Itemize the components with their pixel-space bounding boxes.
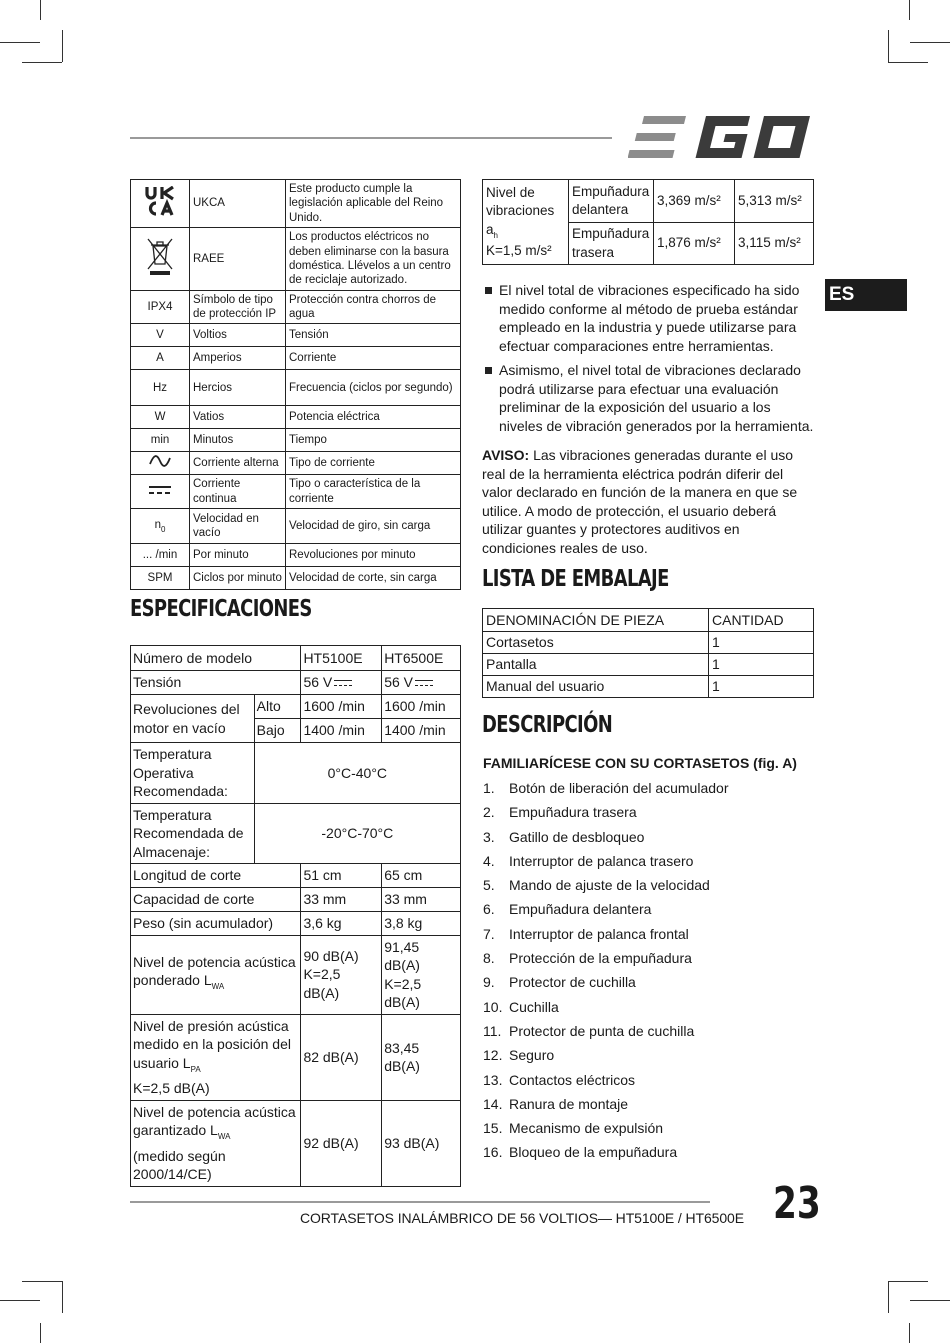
vibration-value: 3,115 m/s² (735, 223, 814, 265)
crop-mark (910, 42, 950, 43)
vibration-value: 3,369 m/s² (654, 180, 735, 223)
symbol-code: Hz (131, 370, 190, 406)
list-item (483, 946, 728, 970)
spec-value: 93 dB(A) (382, 1100, 461, 1186)
list-item (483, 800, 728, 824)
warning-label: AVISO: (482, 447, 530, 463)
spec-label-line: Nivel de presión acústica medido en la posición del usuario L (133, 1017, 291, 1071)
list-item (483, 1043, 728, 1067)
symbol-meaning: Tensión (286, 324, 461, 347)
subscript: PA (190, 1064, 201, 1074)
crossed-bin-icon (147, 238, 173, 276)
list-item (483, 1116, 728, 1140)
vibration-label (483, 180, 569, 265)
spec-label: Temperatura Recomendada de Almacenaje: (131, 803, 255, 864)
crop-mark (40, 1323, 41, 1343)
packing-qty: 1 (709, 632, 814, 654)
symbol-name: Hercios (190, 370, 286, 406)
spec-value: HT5100E (301, 646, 382, 671)
warning-text: Las vibraciones generadas durante el uso real de la herramienta eléctrica podrán diferir del valor declarado en función de la manera en que se utilice. A modo de protección, el usuario deberá utilizar guantes y protectores auditivos en condiciones reales de uso. (482, 447, 798, 556)
spec-label: Número de modelo (131, 646, 301, 671)
list-item (483, 1092, 728, 1116)
ac-mark (131, 452, 190, 475)
crop-mark (910, 1300, 950, 1301)
item-number: 15. (483, 1120, 503, 1137)
crop-mark (909, 1323, 910, 1343)
item-text: Empuñadura delantera (509, 901, 652, 918)
spec-value: 51 cm (301, 864, 382, 888)
spec-label-line: Nivel de potencia acústica (133, 953, 296, 970)
spec-value: 65 cm (382, 864, 461, 888)
spec-label-line: Nivel de potencia acústica garantizado L (133, 1103, 296, 1138)
symbol-code: V (131, 324, 190, 347)
symbol-code: SPM (131, 567, 190, 590)
crop-mark (909, 0, 910, 20)
symbol-code: A (131, 347, 190, 370)
list-item (483, 873, 728, 897)
vibration-value: 5,313 m/s² (735, 180, 814, 223)
symbol-meaning: Revoluciones por minuto (286, 544, 461, 567)
spec-label-line: ponderado L (133, 972, 212, 988)
list-item (483, 1019, 728, 1043)
item-text: Interruptor de palanca frontal (509, 925, 689, 942)
item-number: 16. (483, 1144, 503, 1161)
item-text: Botón de liberación del acumulador (509, 780, 729, 796)
item-number: 12. (483, 1047, 503, 1064)
symbol-meaning: Tiempo (286, 429, 461, 452)
symbol-subscript: 0 (160, 524, 166, 534)
value-line: K=2,5 dB(A) (384, 975, 422, 1010)
page-number: 23 (773, 1178, 821, 1229)
vibration-label-line: Nivel de (486, 185, 535, 201)
list-item (483, 922, 728, 946)
spec-value: 3,8 kg (382, 911, 461, 935)
symbol-code: min (131, 429, 190, 452)
subscript: WA (217, 1132, 231, 1141)
symbol-letter: n (154, 518, 161, 531)
symbol-code: ... /min (131, 544, 190, 567)
symbol-name: Vatios (190, 406, 286, 429)
list-item (483, 1140, 728, 1164)
spec-value: 1600 /min (301, 695, 382, 719)
crop-mark (40, 0, 41, 20)
symbol-name: Corriente alterna (190, 452, 286, 475)
handle-name: Empuñadura delantera (569, 180, 654, 223)
item-text: Bloqueo de la empuñadura (509, 1144, 678, 1161)
item-text: Ranura de montaje (509, 1095, 629, 1112)
symbol-name: Ciclos por minuto (190, 567, 286, 590)
item-number: 11. (483, 1022, 502, 1039)
value-line: K=2,5 dB(A) (303, 966, 341, 1001)
item-number: 4. (483, 852, 495, 869)
symbol-name: RAEE (190, 228, 286, 291)
packing-part: Cortasetos (483, 632, 709, 654)
section-title-specs: ESPECIFICACIONES (130, 596, 312, 622)
symbols-table (130, 179, 461, 590)
symbol-meaning: Frecuencia (ciclos por segundo) (286, 370, 461, 406)
vibration-subscript: h (493, 230, 498, 240)
item-text: Mecanismo de expulsión (509, 1120, 664, 1137)
symbol-name: Por minuto (190, 544, 286, 567)
item-number: 7. (483, 925, 495, 942)
spec-value (382, 935, 461, 1014)
dc-lines-icon (148, 484, 172, 496)
spec-label-line: (medido según 2000/14/CE) (133, 1147, 226, 1182)
voltage-text: 56 V (303, 674, 333, 691)
spec-value: 33 mm (382, 888, 461, 912)
vibration-uncertainty: K=1,5 m/s² (486, 242, 552, 258)
symbol-meaning: Velocidad de giro, sin carga (286, 509, 461, 544)
symbol-name: Corriente continua (190, 475, 286, 509)
symbol-meaning: Protección contra chorros de agua (286, 290, 461, 324)
spec-sublabel: Alto (254, 695, 301, 719)
item-number: 1. (483, 780, 495, 796)
spec-sublabel: Bajo (254, 719, 301, 743)
list-item (483, 776, 728, 800)
symbol-name: Velocidad en vacío (190, 509, 286, 544)
header-rule (130, 137, 612, 139)
value-line: 90 dB(A) (303, 947, 359, 964)
description-subtitle: FAMILIARÍCESE CON SU CORTASETOS (fig. A) (483, 755, 797, 771)
spec-label: Capacidad de corte (131, 888, 301, 912)
spec-value: 1600 /min (382, 695, 461, 719)
packing-qty: 1 (709, 676, 814, 698)
spec-value: 3,6 kg (301, 911, 382, 935)
spec-value: 0°C-40°C (254, 743, 460, 804)
crop-mark (0, 1300, 40, 1301)
symbol-name: UKCA (190, 180, 286, 228)
item-number: 3. (483, 828, 495, 845)
bullet-item: El nivel total de vibraciones especificado ha sido medido conforme al método de prueba estándar empleado en la industria y puede utilizarse para efectuar comparaciones entre herramientas. (483, 281, 818, 355)
ukca-mark (131, 180, 190, 228)
packing-table (482, 608, 814, 698)
packing-header: DENOMINACIÓN DE PIEZA (483, 609, 709, 632)
symbol-code: W (131, 406, 190, 429)
footer-text: CORTASETOS INALÁMBRICO DE 56 VOLTIOS— HT5100E / HT6500E (300, 1210, 744, 1226)
symbol-code: IPX4 (131, 290, 190, 324)
symbol-name: Símbolo de tipo de protección IP (190, 290, 286, 324)
item-number: 2. (483, 804, 495, 821)
crop-mark (22, 62, 62, 63)
warning-note (482, 446, 817, 557)
symbol-name: Minutos (190, 429, 286, 452)
spec-value (301, 671, 382, 695)
item-text: Seguro (509, 1047, 555, 1064)
list-item (483, 1068, 728, 1092)
packing-part: Manual del usuario (483, 676, 709, 698)
list-item (483, 825, 728, 849)
footer-rule (130, 1201, 710, 1203)
packing-qty: 1 (709, 654, 814, 676)
item-text: Empuñadura trasera (509, 804, 637, 821)
list-item (483, 849, 728, 873)
ac-wave-icon (148, 455, 172, 467)
value-line: 91,45 dB(A) (384, 938, 420, 973)
bullet-item: Asimismo, el nivel total de vibraciones declarado podrá utilizarse para efectuar una evaluación preliminar de la exposición del usuario a los niveles de vibración generados por la herramienta. (483, 361, 818, 435)
spec-label: Tensión (131, 671, 301, 695)
spec-value: 83,45 dB(A) (382, 1014, 461, 1100)
item-number: 9. (483, 974, 495, 991)
spec-label (131, 1100, 301, 1186)
spec-value: HT6500E (382, 646, 461, 671)
ukca-icon (144, 186, 176, 216)
list-item (483, 970, 728, 994)
voltage-text: 56 V (384, 674, 413, 691)
packing-header: CANTIDAD (709, 609, 814, 632)
item-number: 6. (483, 901, 495, 918)
symbol-meaning: Potencia eléctrica (286, 406, 461, 429)
symbol-meaning: Velocidad de corte, sin carga (286, 567, 461, 590)
weee-mark (131, 228, 190, 291)
vibration-notes (483, 281, 818, 441)
item-number: 14. (483, 1095, 503, 1112)
list-item (483, 995, 728, 1019)
spec-label (131, 1014, 301, 1100)
spec-value: 82 dB(A) (301, 1014, 382, 1100)
symbol-name: Voltios (190, 324, 286, 347)
symbol-meaning: Corriente (286, 347, 461, 370)
item-text: Gatillo de desbloqueo (509, 828, 645, 845)
handle-name: Empuñadura trasera (569, 223, 654, 265)
crop-mark (62, 30, 63, 62)
item-number: 5. (483, 877, 495, 894)
spec-label: Peso (sin acumulador) (131, 911, 301, 935)
list-item (483, 897, 728, 921)
subscript: WA (211, 982, 225, 991)
symbol-meaning: Este producto cumple la legislación aplicable del Reino Unido. (286, 180, 461, 228)
dc-symbol-icon (415, 680, 433, 688)
symbol-code (131, 509, 190, 544)
language-tab: ES (825, 279, 907, 311)
spec-value: 92 dB(A) (301, 1100, 382, 1186)
spec-value: 1400 /min (301, 719, 382, 743)
item-text: Protector de punta de cuchilla (509, 1022, 695, 1039)
item-text: Cuchilla (509, 998, 559, 1015)
spec-value: 33 mm (301, 888, 382, 912)
section-title-packing: LISTA DE EMBALAJE (482, 566, 669, 592)
crop-mark (888, 1281, 889, 1313)
item-text: Interruptor de palanca trasero (509, 852, 694, 869)
crop-mark (62, 1281, 63, 1313)
spec-label (131, 935, 301, 1014)
spec-label: Temperatura Operativa Recomendada: (131, 743, 255, 804)
spec-label: Longitud de corte (131, 864, 301, 888)
ego-logo (628, 116, 814, 158)
spec-value: 1400 /min (382, 719, 461, 743)
spec-label-line: K=2,5 dB(A) (133, 1080, 210, 1096)
crop-mark (888, 1281, 928, 1282)
item-text: Contactos eléctricos (509, 1071, 636, 1088)
vibration-label-line: vibraciones a (486, 203, 555, 237)
spec-value (301, 935, 382, 1014)
crop-mark (0, 42, 40, 43)
item-number: 10. (483, 998, 503, 1015)
specifications-table (130, 645, 461, 1187)
item-text: Protección de la empuñadura (509, 950, 692, 967)
item-number: 13. (483, 1071, 503, 1088)
symbol-meaning: Tipo o característica de la corriente (286, 475, 461, 509)
item-text: Mando de ajuste de la velocidad (509, 877, 710, 894)
crop-mark (888, 62, 928, 63)
dc-symbol-icon (334, 680, 352, 688)
packing-part: Pantalla (483, 654, 709, 676)
symbol-meaning: Los productos eléctricos no deben eliminarse con la basura doméstica. Llévelos a un centro de reciclaje autorizado. (286, 228, 461, 291)
spec-value: -20°C-70°C (254, 803, 460, 864)
item-number: 8. (483, 950, 495, 967)
vibration-table (482, 179, 814, 265)
crop-mark (22, 1281, 62, 1282)
spec-label: Revoluciones del motor en vacío (131, 695, 255, 743)
dc-mark (131, 475, 190, 509)
spec-value (382, 671, 461, 695)
item-text: Protector de cuchilla (509, 974, 636, 991)
symbol-name: Amperios (190, 347, 286, 370)
section-title-description: DESCRIPCIÓN (482, 712, 613, 738)
vibration-value: 1,876 m/s² (654, 223, 735, 265)
crop-mark (888, 30, 889, 62)
parts-list (483, 776, 728, 1165)
symbol-meaning: Tipo de corriente (286, 452, 461, 475)
